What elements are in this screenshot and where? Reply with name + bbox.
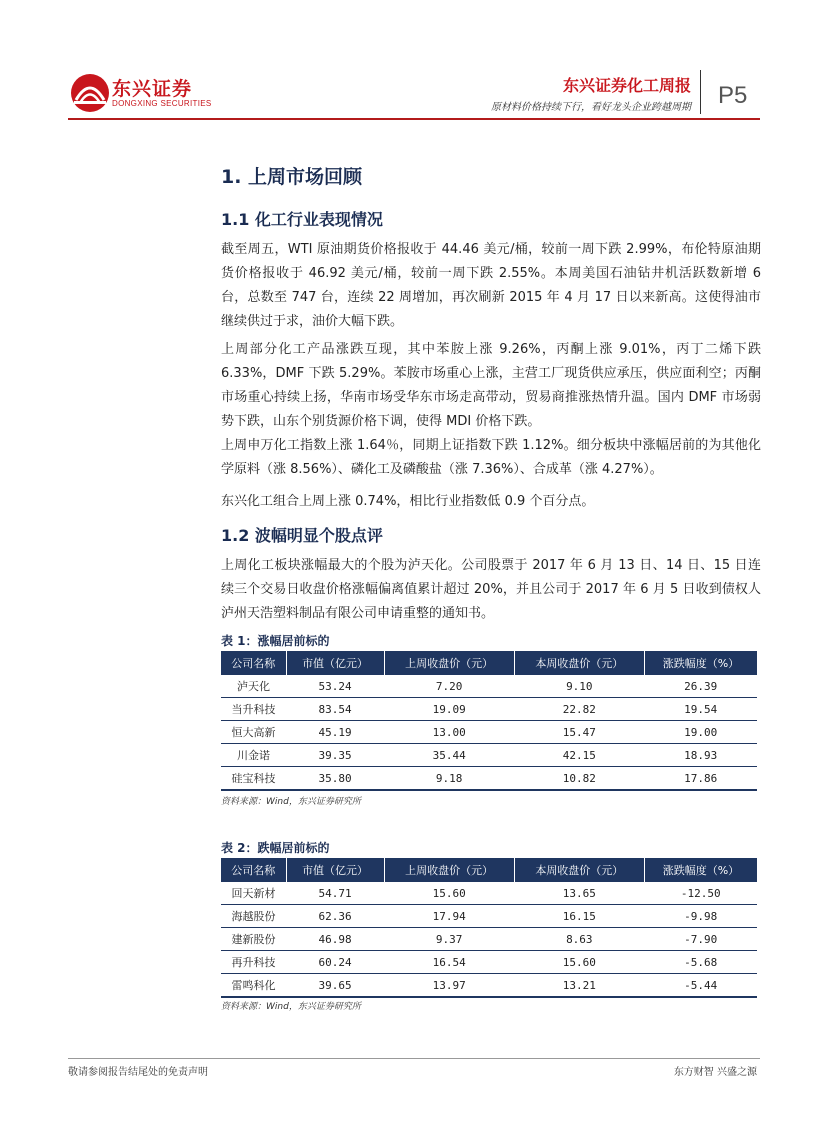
cell-market-cap: 45.19 [286, 721, 384, 744]
cell-last-close: 19.09 [384, 698, 514, 721]
cell-this-close: 9.10 [514, 675, 644, 698]
column-header: 涨跌幅度（%） [644, 858, 757, 882]
subsection-heading-1-1: 1.1 化工行业表现情况 [221, 210, 383, 229]
table1-caption: 表 1：涨幅居前标的 [221, 634, 330, 648]
cell-last-close: 9.37 [384, 928, 514, 951]
cell-change: -9.98 [644, 905, 757, 928]
cell-market-cap: 83.54 [286, 698, 384, 721]
cell-market-cap: 54.71 [286, 882, 384, 905]
cell-this-close: 13.65 [514, 882, 644, 905]
cell-last-close: 13.97 [384, 974, 514, 998]
cell-market-cap: 39.35 [286, 744, 384, 767]
table-top-gainers [221, 651, 757, 791]
header-rule [68, 118, 760, 120]
table-row [221, 905, 757, 928]
cell-this-close: 15.60 [514, 951, 644, 974]
table-row [221, 882, 757, 905]
cell-company: 泸天化 [221, 675, 286, 698]
cell-market-cap: 60.24 [286, 951, 384, 974]
column-header: 上周收盘价（元） [384, 858, 514, 882]
cell-last-close: 17.94 [384, 905, 514, 928]
table-row [221, 767, 757, 791]
cell-change: 26.39 [644, 675, 757, 698]
cell-market-cap: 53.24 [286, 675, 384, 698]
cell-this-close: 8.63 [514, 928, 644, 951]
table1-source: 资料来源：Wind，东兴证券研究所 [221, 797, 361, 807]
paragraph-index: 上周申万化工指数上涨 1.64％，同期上证指数下跌 1.12%。细分板块中涨幅居前的为其他化学原料（涨 8.56%）、磷化工及磷酸盐（涨 7.36%）、合成革（涨 4.27%）。 [221, 438, 761, 477]
logo-chinese-name: 东兴证券 [112, 78, 193, 100]
cell-change: 19.00 [644, 721, 757, 744]
cell-market-cap: 46.98 [286, 928, 384, 951]
cell-change: -5.44 [644, 974, 757, 998]
column-header: 上周收盘价（元） [384, 651, 514, 675]
cell-last-close: 9.18 [384, 767, 514, 791]
column-header: 本周收盘价（元） [514, 651, 644, 675]
section-heading: 1. 上周市场回顾 [221, 166, 363, 188]
paragraph-stock-review: 上周化工板块涨幅最大的个股为泸天化。公司股票于 2017 年 6 月 13 日、14 日、15 日连续三个交易日收盘价格涨幅偏离值累计超过 20%，并且公司于 2017 年 6 月 5 日收到债权人泸州天浩塑料制品有限公司申请重整的通知书。 [221, 558, 761, 621]
cell-this-close: 42.15 [514, 744, 644, 767]
cell-this-close: 13.21 [514, 974, 644, 998]
paragraph-chemical-products: 上周部分化工产品涨跌互现，其中苯胺上涨 9.26%，丙酮上涨 9.01%，丙丁二烯下跌 6.33%，DMF 下跌 5.29%。苯胺市场重心上涨，主营工厂现货供应承压，供应面利空；丙酮市场重心持续上扬，华南市场受华东市场走高带动，贸易商推涨热情升温。国内 DMF 市场弱势下跌，山东个别货源价格下调，使得 MDI 价格下跌。 [221, 342, 761, 429]
cell-market-cap: 39.65 [286, 974, 384, 998]
cell-company: 海越股份 [221, 905, 286, 928]
cell-last-close: 35.44 [384, 744, 514, 767]
cell-this-close: 15.47 [514, 721, 644, 744]
table-row [221, 675, 757, 698]
cell-company: 当升科技 [221, 698, 286, 721]
subsection-heading-1-2: 1.2 波幅明显个股点评 [221, 526, 383, 545]
cell-market-cap: 35.80 [286, 767, 384, 791]
cell-this-close: 10.82 [514, 767, 644, 791]
cell-change: -7.90 [644, 928, 757, 951]
report-subtitle: 原材料价格持续下行，看好龙头企业跨越周期 [491, 102, 691, 113]
column-header: 公司名称 [221, 858, 286, 882]
cell-company: 雷鸣科化 [221, 974, 286, 998]
table-row [221, 744, 757, 767]
cell-last-close: 15.60 [384, 882, 514, 905]
column-header: 本周收盘价（元） [514, 858, 644, 882]
table-header-row [221, 651, 757, 675]
table-top-losers [221, 858, 757, 998]
table-header-row [221, 858, 757, 882]
cell-this-close: 16.15 [514, 905, 644, 928]
cell-company: 再升科技 [221, 951, 286, 974]
cell-company: 建新股份 [221, 928, 286, 951]
cell-market-cap: 62.36 [286, 905, 384, 928]
logo-english-name: DONGXING SECURITIES [112, 99, 212, 108]
footer-rule [68, 1058, 760, 1059]
report-title: 东兴证券化工周报 [562, 76, 691, 95]
table-row [221, 928, 757, 951]
paragraph-portfolio: 东兴化工组合上周上涨 0.74%，相比行业指数低 0.9 个百分点。 [221, 494, 595, 509]
cell-last-close: 16.54 [384, 951, 514, 974]
cell-change: 18.93 [644, 744, 757, 767]
cell-change: -12.50 [644, 882, 757, 905]
table-row [221, 951, 757, 974]
table2-source: 资料来源：Wind，东兴证券研究所 [221, 1002, 361, 1012]
table-row [221, 698, 757, 721]
column-header: 市值（亿元） [286, 858, 384, 882]
page-number: P5 [718, 82, 748, 109]
cell-last-close: 7.20 [384, 675, 514, 698]
footer-disclaimer: 敬请参阅报告结尾处的免责声明 [68, 1067, 208, 1078]
column-header: 公司名称 [221, 651, 286, 675]
cell-change: 17.86 [644, 767, 757, 791]
column-header: 市值（亿元） [286, 651, 384, 675]
cell-change: 19.54 [644, 698, 757, 721]
table2-caption: 表 2：跌幅居前标的 [221, 841, 330, 855]
cell-company: 恒大高新 [221, 721, 286, 744]
cell-company: 川金诺 [221, 744, 286, 767]
table-row [221, 721, 757, 744]
cell-last-close: 13.00 [384, 721, 514, 744]
cell-company: 回天新材 [221, 882, 286, 905]
paragraph-oil-prices: 截至周五，WTI 原油期货价格报收于 44.46 美元/桶，较前一周下跌 2.99%，布伦特原油期货价格报收于 46.92 美元/桶，较前一周下跌 2.55%。本周美国石油钻井机活跃数新增 6 台，总数至 747 台，连续 22 周增加，再次刷新 2015 年 4 月 17 日以来新高。这使得油市继续供过于求，油价大幅下跌。 [221, 242, 761, 329]
cell-this-close: 22.82 [514, 698, 644, 721]
column-header: 涨跌幅度（%） [644, 651, 757, 675]
table-row [221, 974, 757, 998]
footer-slogan: 东方财智 兴盛之源 [673, 1067, 757, 1078]
header-divider [700, 70, 701, 114]
cell-change: -5.68 [644, 951, 757, 974]
cell-company: 硅宝科技 [221, 767, 286, 791]
